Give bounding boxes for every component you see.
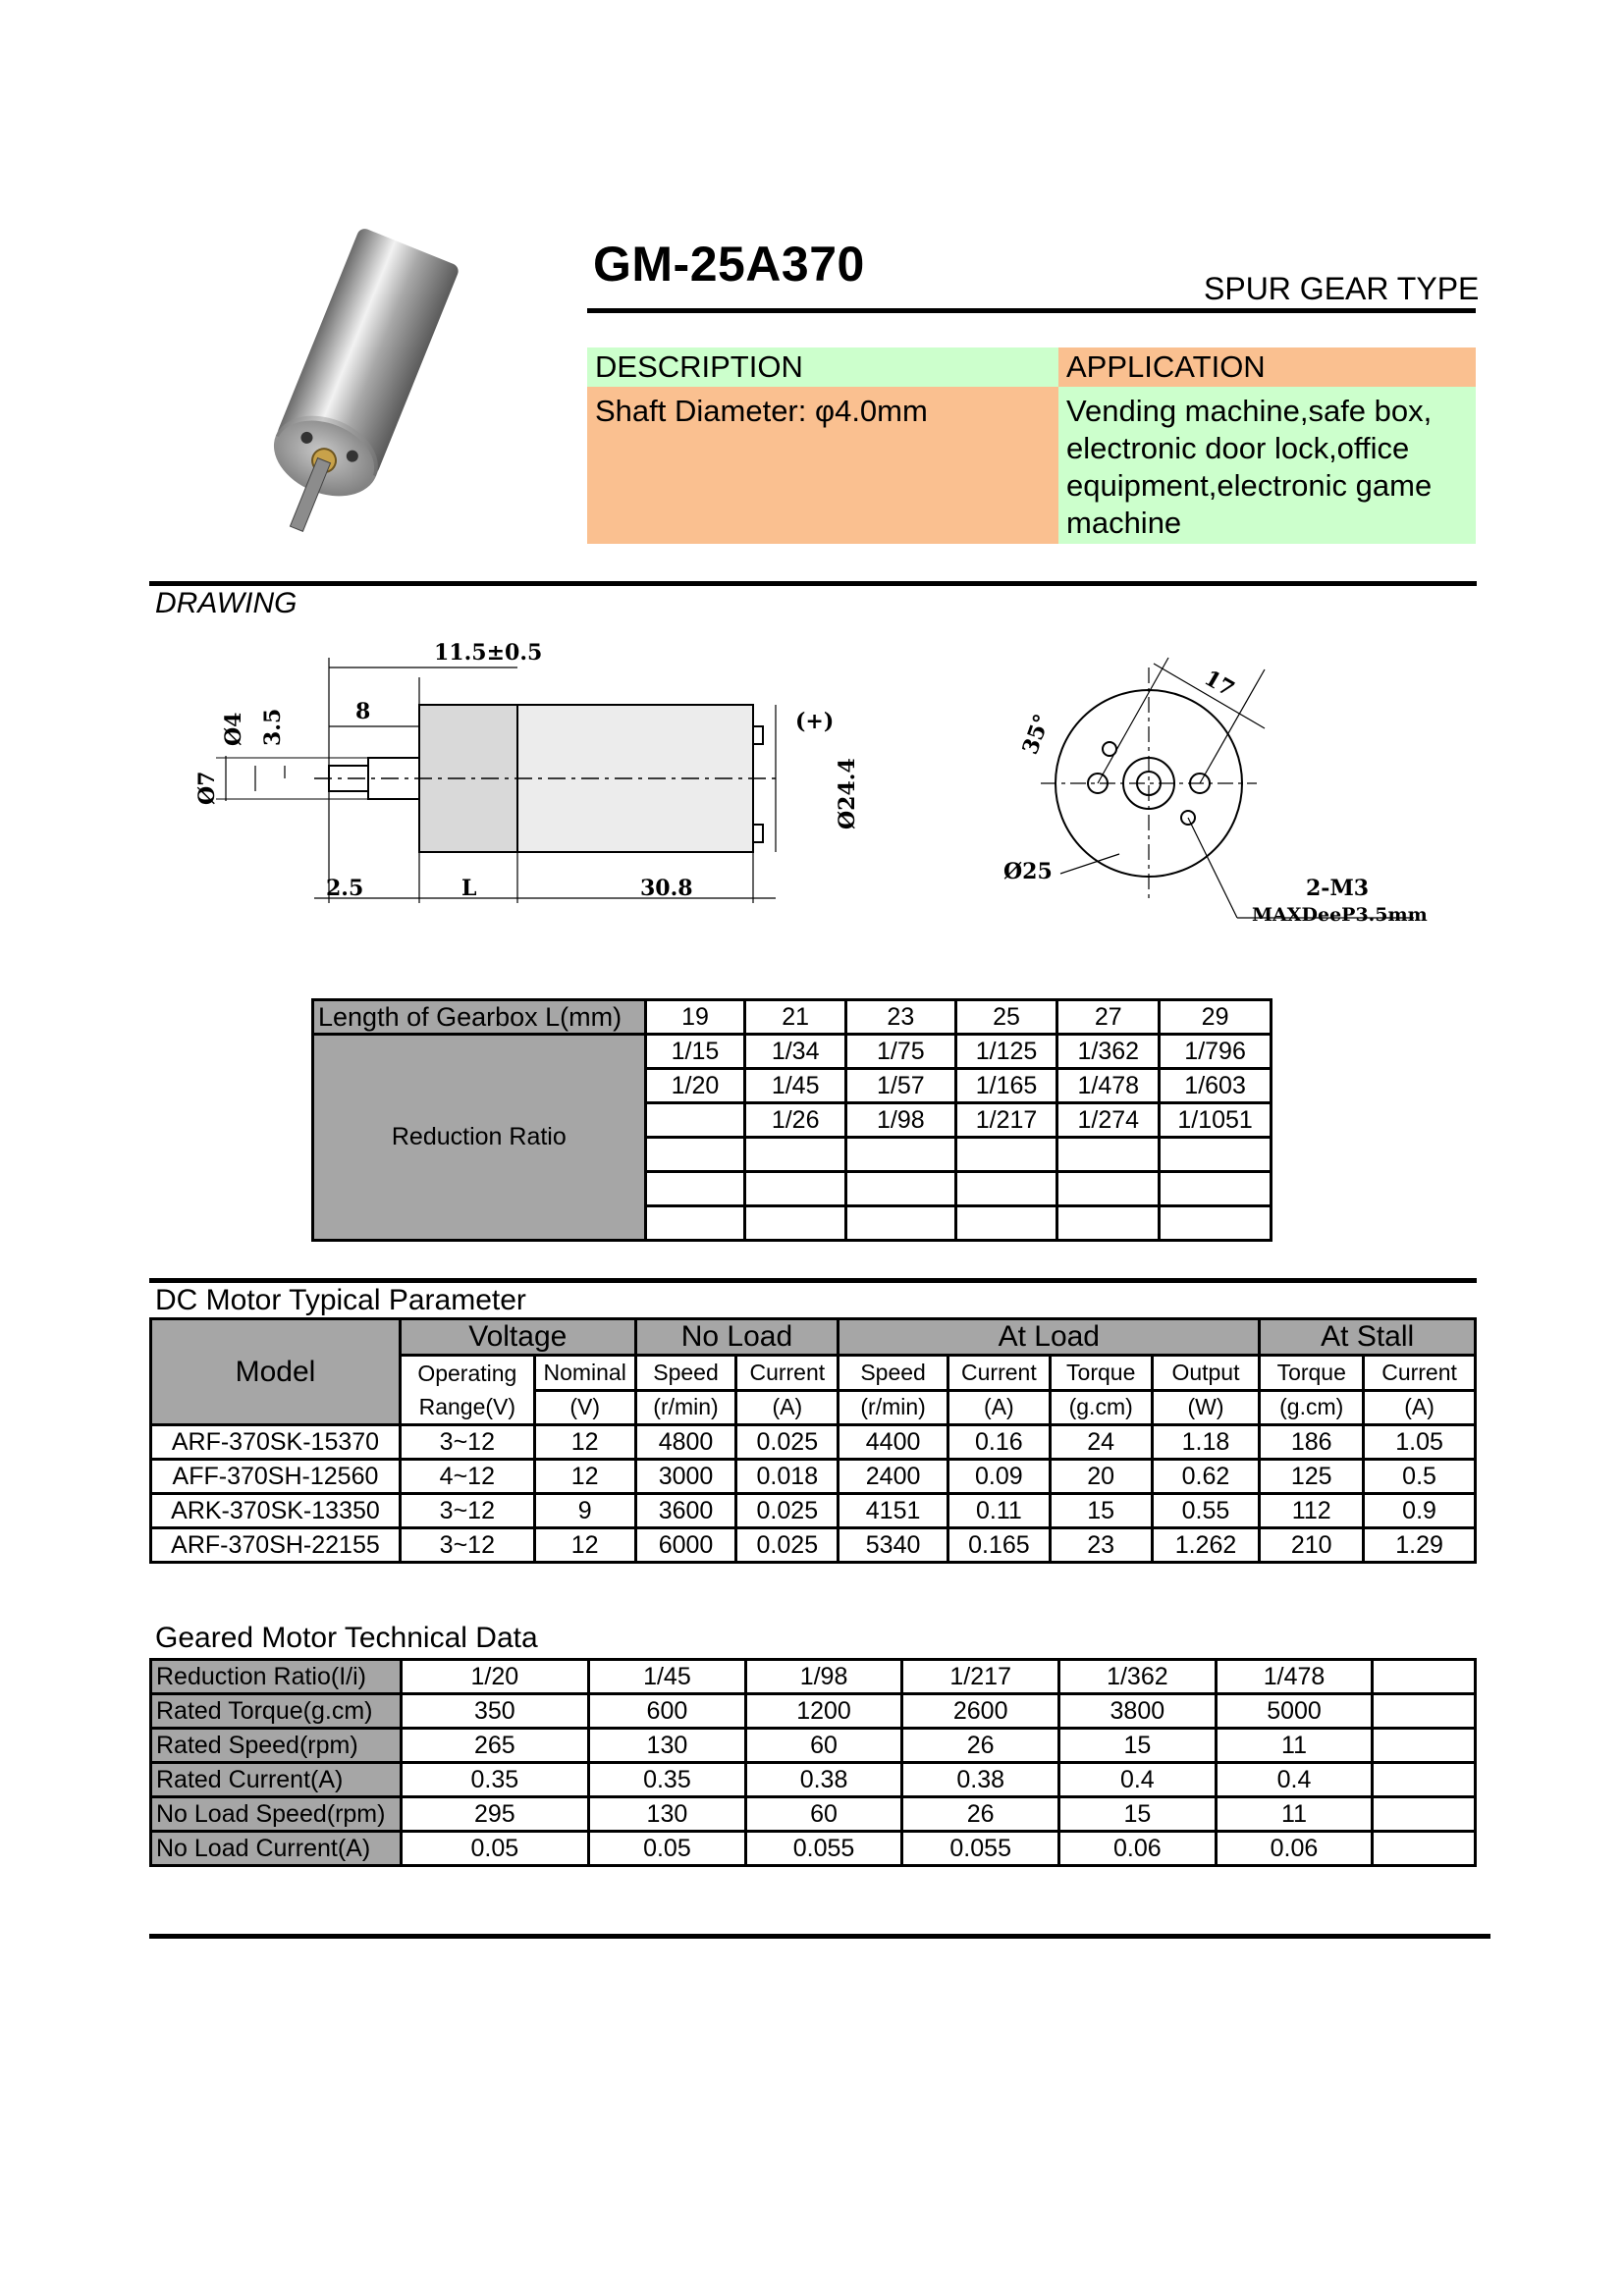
motor-cell: 12 — [534, 1460, 635, 1494]
ratio-cell — [955, 1172, 1057, 1206]
geared-row — [151, 1832, 1476, 1866]
geared-cell: 1/478 — [1216, 1660, 1373, 1694]
geared-row — [151, 1694, 1476, 1729]
ratio-cell — [1160, 1172, 1272, 1206]
ratio-cell: 1/217 — [955, 1103, 1057, 1138]
gear-type: SPUR GEAR TYPE — [1204, 271, 1480, 306]
ratio-cell: 1/165 — [955, 1069, 1057, 1103]
motor-cell: 3~12 — [400, 1494, 534, 1528]
no-load-header: No Load — [635, 1319, 839, 1356]
at-stall-header: At Stall — [1260, 1319, 1476, 1356]
ratio-cell — [645, 1138, 745, 1172]
motor-cell: 3~12 — [400, 1425, 534, 1460]
dim-35-deg: 35° — [1017, 711, 1056, 759]
geared-cell — [1373, 1797, 1476, 1832]
geared-cell: 295 — [401, 1797, 588, 1832]
geared-cell: 1/20 — [401, 1660, 588, 1694]
drawing-label: DRAWING — [155, 587, 298, 619]
motor-cell: AFF-370SH-12560 — [151, 1460, 401, 1494]
ratio-cell — [1160, 1138, 1272, 1172]
dim-top: 11.5±0.5 — [434, 640, 543, 666]
geared-row-label: Rated Current(A) — [151, 1763, 402, 1797]
ratio-row — [313, 1035, 1272, 1069]
unit-a: (A) — [1364, 1390, 1476, 1425]
geared-cell: 1/45 — [589, 1660, 746, 1694]
geared-cell: 1200 — [745, 1694, 902, 1729]
unit-rmin: (r/min) — [635, 1390, 736, 1425]
length-cell: 25 — [955, 1000, 1057, 1035]
load-torque-header: Torque — [1050, 1356, 1152, 1391]
motor-cell: 4151 — [839, 1494, 948, 1528]
motor-cell: 1.05 — [1364, 1425, 1476, 1460]
load-speed-header: Speed — [839, 1356, 948, 1391]
length-cell: 27 — [1057, 1000, 1160, 1035]
motor-cell: ARK-370SK-13350 — [151, 1494, 401, 1528]
motor-row — [151, 1425, 1476, 1460]
geared-cell: 0.055 — [902, 1832, 1059, 1866]
motor-cell: 0.018 — [736, 1460, 839, 1494]
ratio-cell — [1160, 1206, 1272, 1241]
motor-cell: 1.29 — [1364, 1528, 1476, 1563]
motor-cell: 4800 — [635, 1425, 736, 1460]
application-label: APPLICATION — [1058, 347, 1476, 387]
motor-photo — [221, 216, 486, 560]
geared-cell: 130 — [589, 1729, 746, 1763]
geared-cell: 15 — [1059, 1797, 1217, 1832]
ratio-cell — [955, 1206, 1057, 1241]
motor-cell: 20 — [1050, 1460, 1152, 1494]
geared-cell: 26 — [902, 1797, 1059, 1832]
motor-cell: 186 — [1260, 1425, 1364, 1460]
noload-speed-header: Speed — [635, 1356, 736, 1391]
geared-cell: 60 — [745, 1797, 902, 1832]
geared-row-label: Rated Torque(g.cm) — [151, 1694, 402, 1729]
motor-cell: 5340 — [839, 1528, 948, 1563]
geared-row — [151, 1729, 1476, 1763]
voltage-header: Voltage — [400, 1319, 635, 1356]
ratio-cell — [645, 1172, 745, 1206]
geared-cell: 130 — [589, 1797, 746, 1832]
motor-cell: 0.09 — [947, 1460, 1050, 1494]
geared-row — [151, 1763, 1476, 1797]
length-cell: 23 — [846, 1000, 956, 1035]
screw-spec: 2-M3 — [1306, 876, 1370, 901]
motor-cell: 3000 — [635, 1460, 736, 1494]
ratio-cell — [846, 1206, 956, 1241]
length-cell: 21 — [745, 1000, 846, 1035]
application-line: electronic door lock,office — [1066, 431, 1410, 465]
geared-cell: 2600 — [902, 1694, 1059, 1729]
noload-current-header: Current — [736, 1356, 839, 1391]
motor-cell: 4400 — [839, 1425, 948, 1460]
ratio-cell: 1/274 — [1057, 1103, 1160, 1138]
geared-cell: 0.38 — [745, 1763, 902, 1797]
motor-cell: 12 — [534, 1528, 635, 1563]
unit-gcm: (g.cm) — [1260, 1390, 1364, 1425]
ratio-cell: 1/20 — [645, 1069, 745, 1103]
motor-table — [149, 1317, 1477, 1564]
description-label: DESCRIPTION — [587, 347, 1066, 387]
geared-cell: 1/98 — [745, 1660, 902, 1694]
motor-cell: 15 — [1050, 1494, 1152, 1528]
geared-cell: 0.05 — [589, 1832, 746, 1866]
geared-cell: 11 — [1216, 1797, 1373, 1832]
motor-cell: 125 — [1260, 1460, 1364, 1494]
info-panel — [587, 347, 1476, 544]
motor-cell: 0.55 — [1152, 1494, 1260, 1528]
motor-section-title: DC Motor Typical Parameter — [155, 1284, 526, 1316]
geared-cell: 1/217 — [902, 1660, 1059, 1694]
unit-a: (A) — [947, 1390, 1050, 1425]
motor-row — [151, 1528, 1476, 1563]
geared-cell — [1373, 1763, 1476, 1797]
geared-cell: 60 — [745, 1729, 902, 1763]
motor-cell: 4~12 — [400, 1460, 534, 1494]
geared-cell: 0.4 — [1216, 1763, 1373, 1797]
motor-cell: 1.18 — [1152, 1425, 1260, 1460]
motor-cell: 210 — [1260, 1528, 1364, 1563]
motor-cell: 112 — [1260, 1494, 1364, 1528]
motor-cell: 12 — [534, 1425, 635, 1460]
motor-cell: 0.025 — [736, 1528, 839, 1563]
ratio-cell: 1/98 — [846, 1103, 956, 1138]
ratio-cell — [955, 1138, 1057, 1172]
geared-cell — [1373, 1660, 1476, 1694]
motor-cell: 0.9 — [1364, 1494, 1476, 1528]
model-title: GM-25A370 — [593, 237, 865, 292]
motor-cell: ARF-370SK-15370 — [151, 1425, 401, 1460]
dim-17: 17 — [1200, 665, 1239, 703]
dim-phi-24-4: Ø24.4 — [835, 758, 860, 829]
geared-cell — [1373, 1832, 1476, 1866]
dim-8: 8 — [355, 699, 371, 724]
load-current-header: Current — [947, 1356, 1050, 1391]
operating-range-header — [400, 1356, 534, 1425]
dim-30-8: 30.8 — [640, 876, 693, 901]
load-output-header: Output — [1152, 1356, 1260, 1391]
plus-terminal: (+) — [795, 709, 835, 734]
motor-row — [151, 1460, 1476, 1494]
ratio-cell: 1/125 — [955, 1035, 1057, 1069]
geared-cell: 0.35 — [589, 1763, 746, 1797]
at-load-header: At Load — [839, 1319, 1260, 1356]
nominal-header: Nominal — [534, 1356, 635, 1391]
motor-cell: 9 — [534, 1494, 635, 1528]
motor-cell: 0.165 — [947, 1528, 1050, 1563]
unit-w: (W) — [1152, 1390, 1260, 1425]
ratio-cell — [846, 1172, 956, 1206]
ratio-cell: 1/15 — [645, 1035, 745, 1069]
ratio-cell: 1/362 — [1057, 1035, 1160, 1069]
motor-cell: 0.025 — [736, 1425, 839, 1460]
ratio-cell: 1/45 — [745, 1069, 846, 1103]
motor-cell: 0.62 — [1152, 1460, 1260, 1494]
ratio-cell — [1057, 1138, 1160, 1172]
motor-cell: 3~12 — [400, 1528, 534, 1563]
geared-cell: 0.35 — [401, 1763, 588, 1797]
dim-2-5: 2.5 — [326, 876, 364, 901]
length-cell: 19 — [645, 1000, 745, 1035]
unit-a: (A) — [736, 1390, 839, 1425]
application-text — [1058, 387, 1476, 544]
ratio-cell: 1/26 — [745, 1103, 846, 1138]
application-line: machine — [1066, 506, 1182, 540]
motor-cell: 0.025 — [736, 1494, 839, 1528]
ratio-cell: 1/603 — [1160, 1069, 1272, 1103]
screw-depth: MAXDeeP3.5mm — [1252, 904, 1428, 926]
geared-cell: 5000 — [1216, 1694, 1373, 1729]
ratio-cell: 1/34 — [745, 1035, 846, 1069]
geared-row-label: No Load Current(A) — [151, 1832, 402, 1866]
motor-cell: 0.11 — [947, 1494, 1050, 1528]
unit-v: (V) — [534, 1390, 635, 1425]
ratio-cell — [1057, 1206, 1160, 1241]
geared-cell: 26 — [902, 1729, 1059, 1763]
geared-cell: 0.4 — [1059, 1763, 1217, 1797]
geared-cell: 11 — [1216, 1729, 1373, 1763]
dim-phi-4: Ø4 — [221, 712, 246, 746]
gearbox-table — [311, 998, 1272, 1242]
geared-cell: 15 — [1059, 1729, 1217, 1763]
gearbox-length-row — [313, 1000, 1272, 1035]
motor-cell: 1.262 — [1152, 1528, 1260, 1563]
ratio-cell — [745, 1138, 846, 1172]
geared-cell: 3800 — [1059, 1694, 1217, 1729]
geared-table — [149, 1658, 1477, 1867]
model-header: Model — [151, 1319, 401, 1425]
application-line: Vending machine,safe box, — [1066, 394, 1433, 428]
side-view-drawing — [187, 638, 874, 923]
stall-torque-header: Torque — [1260, 1356, 1364, 1391]
ratio-cell — [645, 1206, 745, 1241]
motor-cell: 0.5 — [1364, 1460, 1476, 1494]
geared-cell — [1373, 1694, 1476, 1729]
ratio-cell: 1/75 — [846, 1035, 956, 1069]
front-view-drawing — [1001, 638, 1443, 933]
ratio-cell — [846, 1138, 956, 1172]
geared-cell: 600 — [589, 1694, 746, 1729]
motor-cell: 2400 — [839, 1460, 948, 1494]
geared-cell — [1373, 1729, 1476, 1763]
geared-row-label: Reduction Ratio(I/i) — [151, 1660, 402, 1694]
ratio-cell — [645, 1103, 745, 1138]
motor-rule — [149, 1278, 1477, 1283]
ratio-cell: 1/1051 — [1160, 1103, 1272, 1138]
geared-cell: 0.05 — [401, 1832, 588, 1866]
unit-gcm: (g.cm) — [1050, 1390, 1152, 1425]
dim-3-5: 3.5 — [260, 708, 286, 746]
motor-cell: 6000 — [635, 1528, 736, 1563]
geared-cell: 350 — [401, 1694, 588, 1729]
motor-cell: 24 — [1050, 1425, 1152, 1460]
geared-row-label: Rated Speed(rpm) — [151, 1729, 402, 1763]
ratio-cell: 1/796 — [1160, 1035, 1272, 1069]
geared-row — [151, 1797, 1476, 1832]
geared-cell: 0.06 — [1216, 1832, 1373, 1866]
geared-cell: 0.055 — [745, 1832, 902, 1866]
geared-row — [151, 1660, 1476, 1694]
stall-current-header: Current — [1364, 1356, 1476, 1391]
ratio-cell — [1057, 1172, 1160, 1206]
geared-cell: 1/362 — [1059, 1660, 1217, 1694]
geared-cell: 0.38 — [902, 1763, 1059, 1797]
length-label: Length of Gearbox L(mm) — [313, 1000, 646, 1035]
dim-L: L — [461, 876, 477, 901]
geared-cell: 0.06 — [1059, 1832, 1217, 1866]
motor-cell: 3600 — [635, 1494, 736, 1528]
dim-phi-25: Ø25 — [1003, 859, 1053, 884]
motor-cell: 23 — [1050, 1528, 1152, 1563]
motor-cell: 0.16 — [947, 1425, 1050, 1460]
motor-row — [151, 1494, 1476, 1528]
ratio-label: Reduction Ratio — [313, 1035, 646, 1241]
ratio-cell: 1/57 — [846, 1069, 956, 1103]
geared-row-label: No Load Speed(rpm) — [151, 1797, 402, 1832]
dim-phi-7: Ø7 — [194, 771, 220, 805]
geared-cell: 265 — [401, 1729, 588, 1763]
unit-rmin: (r/min) — [839, 1390, 948, 1425]
application-line: equipment,electronic game — [1066, 468, 1433, 503]
ratio-cell: 1/478 — [1057, 1069, 1160, 1103]
footer-rule — [149, 1934, 1490, 1939]
motor-cell: ARF-370SH-22155 — [151, 1528, 401, 1563]
motor-header-row — [151, 1319, 1476, 1356]
drawing-rule — [149, 581, 1477, 586]
geared-section-title: Geared Motor Technical Data — [155, 1622, 538, 1654]
range-label: Range(V) — [418, 1394, 516, 1419]
length-cell: 29 — [1160, 1000, 1272, 1035]
description-text: Shaft Diameter: φ4.0mm — [587, 387, 1058, 544]
ratio-cell — [745, 1206, 846, 1241]
header-rule — [587, 308, 1476, 313]
operating-label: Operating — [417, 1361, 517, 1386]
ratio-cell — [745, 1172, 846, 1206]
